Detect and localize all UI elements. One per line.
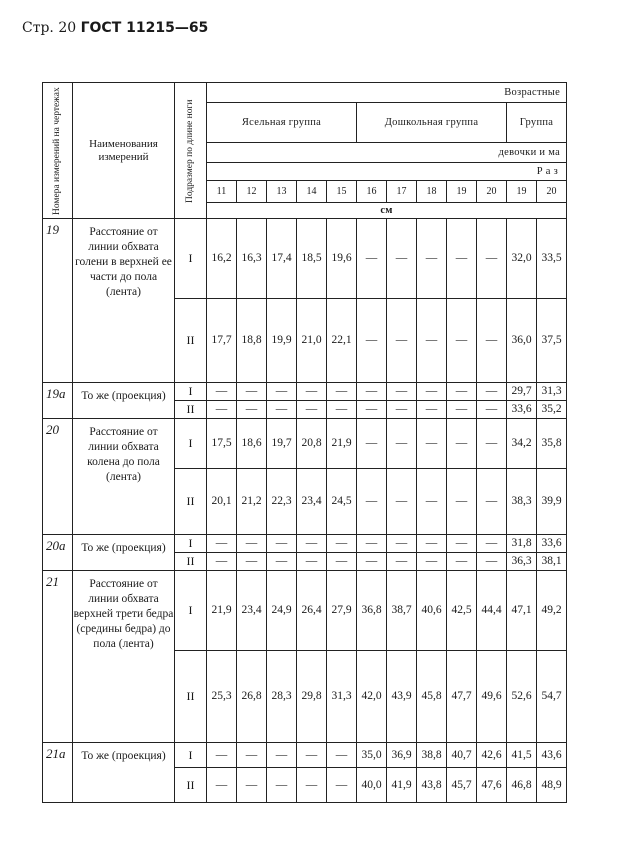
measurement-name: Расстояние от линии обхвата голени в верхней ее части до пола (лента)	[73, 219, 175, 383]
value-cell: 36,8	[357, 571, 387, 651]
value-cell: 54,7	[537, 651, 567, 743]
value-cell: —	[387, 219, 417, 299]
value-cell: 46,8	[507, 768, 537, 803]
subsize-label: I	[175, 419, 207, 469]
value-cell: —	[237, 553, 267, 571]
value-cell: —	[447, 419, 477, 469]
value-cell: —	[327, 535, 357, 553]
value-cell: 38,1	[537, 553, 567, 571]
value-cell: —	[477, 401, 507, 419]
value-cell: —	[417, 219, 447, 299]
value-cell: 20,1	[207, 469, 237, 535]
header-subsize-cell	[175, 83, 207, 219]
value-cell: —	[447, 219, 477, 299]
subsize-label: II	[175, 469, 207, 535]
subsize-label: I	[175, 219, 207, 299]
value-cell: 43,8	[417, 768, 447, 803]
subsize-label: II	[175, 553, 207, 571]
subsize-label: I	[175, 571, 207, 651]
header-name-cell	[73, 83, 175, 219]
size-header-cell: 20	[537, 181, 567, 203]
value-cell: —	[447, 383, 477, 401]
measurement-name: То же (проекция)	[73, 383, 175, 419]
value-cell: 17,4	[267, 219, 297, 299]
value-cell: 32,0	[507, 219, 537, 299]
name-column-header: Наименования измерений	[89, 137, 158, 163]
value-cell: 35,2	[537, 401, 567, 419]
value-cell: —	[297, 383, 327, 401]
value-cell: —	[447, 401, 477, 419]
value-cell: —	[207, 743, 237, 768]
size-header-cell: 18	[417, 181, 447, 203]
unit-header: см	[207, 203, 567, 219]
value-cell: 36,3	[507, 553, 537, 571]
value-cell: —	[267, 401, 297, 419]
value-cell: 49,2	[537, 571, 567, 651]
table-row	[43, 571, 567, 651]
gost-number: ГОСТ 11215—65	[80, 20, 209, 36]
value-cell: —	[237, 743, 267, 768]
value-cell: —	[447, 469, 477, 535]
value-cell: 17,7	[207, 299, 237, 383]
value-cell: —	[417, 469, 447, 535]
value-cell: —	[357, 219, 387, 299]
value-cell: 23,4	[297, 469, 327, 535]
value-cell: —	[477, 535, 507, 553]
value-cell: —	[267, 383, 297, 401]
preschool-group-header: Дошкольная группа	[357, 103, 507, 143]
gender-header: девочки и ма	[207, 143, 567, 163]
value-cell: 33,5	[537, 219, 567, 299]
value-cell: —	[267, 553, 297, 571]
value-cell: —	[207, 535, 237, 553]
value-cell: 33,6	[507, 401, 537, 419]
header-number-cell	[43, 83, 73, 219]
measurement-name: То же (проекция)	[73, 535, 175, 571]
value-cell: 48,9	[537, 768, 567, 803]
value-cell: —	[417, 553, 447, 571]
value-cell: 52,6	[507, 651, 537, 743]
value-cell: —	[267, 743, 297, 768]
value-cell: —	[447, 535, 477, 553]
value-cell: —	[237, 383, 267, 401]
value-cell: —	[417, 535, 447, 553]
size-header-cell: 13	[267, 181, 297, 203]
value-cell: 29,8	[297, 651, 327, 743]
value-cell: —	[477, 383, 507, 401]
value-cell: 42,0	[357, 651, 387, 743]
value-cell: 20,8	[297, 419, 327, 469]
value-cell: 21,9	[327, 419, 357, 469]
value-cell: 21,9	[207, 571, 237, 651]
value-cell: —	[417, 401, 447, 419]
value-cell: 16,3	[237, 219, 267, 299]
value-cell: —	[357, 535, 387, 553]
value-cell: 35,0	[357, 743, 387, 768]
measurement-number: 19	[43, 219, 73, 383]
value-cell: —	[447, 553, 477, 571]
value-cell: —	[327, 401, 357, 419]
size-header-cell: 12	[237, 181, 267, 203]
value-cell: 39,9	[537, 469, 567, 535]
measurement-number: 20а	[43, 535, 73, 571]
value-cell: 18,8	[237, 299, 267, 383]
value-cell: 37,5	[537, 299, 567, 383]
value-cell: 43,6	[537, 743, 567, 768]
table-row	[43, 743, 567, 768]
subsize-label: II	[175, 299, 207, 383]
value-cell: 18,6	[237, 419, 267, 469]
value-cell: —	[297, 401, 327, 419]
value-cell: —	[237, 535, 267, 553]
value-cell: 43,9	[387, 651, 417, 743]
value-cell: —	[237, 768, 267, 803]
measurement-name: То же (проекция)	[73, 743, 175, 803]
size-header-cell: 11	[207, 181, 237, 203]
measurement-number: 19а	[43, 383, 73, 419]
page-header	[22, 20, 208, 36]
value-cell: 42,5	[447, 571, 477, 651]
measurement-number: 20	[43, 419, 73, 535]
value-cell: 16,2	[207, 219, 237, 299]
value-cell: —	[477, 469, 507, 535]
value-cell: 40,6	[417, 571, 447, 651]
value-cell: —	[357, 419, 387, 469]
table-row	[43, 535, 567, 553]
value-cell: 17,5	[207, 419, 237, 469]
school-group-header: Группа	[507, 103, 567, 143]
value-cell: —	[477, 553, 507, 571]
value-cell: 31,3	[537, 383, 567, 401]
value-cell: —	[477, 299, 507, 383]
value-cell: 22,1	[327, 299, 357, 383]
value-cell: —	[207, 401, 237, 419]
value-cell: —	[387, 469, 417, 535]
value-cell: 45,7	[447, 768, 477, 803]
value-cell: 18,5	[297, 219, 327, 299]
value-cell: 26,8	[237, 651, 267, 743]
value-cell: 24,5	[327, 469, 357, 535]
value-cell: 24,9	[267, 571, 297, 651]
size-header-cell: 14	[297, 181, 327, 203]
size-header-cell: 20	[477, 181, 507, 203]
age-groups-header: Возрастные	[207, 83, 567, 103]
value-cell: 40,0	[357, 768, 387, 803]
value-cell: —	[327, 553, 357, 571]
value-cell: 19,7	[267, 419, 297, 469]
value-cell: —	[387, 401, 417, 419]
value-cell: 38,3	[507, 469, 537, 535]
value-cell: —	[387, 419, 417, 469]
value-cell: 19,9	[267, 299, 297, 383]
number-column-header: Номера измерений на чертежах	[52, 86, 62, 215]
value-cell: —	[417, 299, 447, 383]
size-header-cell: 19	[507, 181, 537, 203]
value-cell: 41,9	[387, 768, 417, 803]
value-cell: 36,9	[387, 743, 417, 768]
size-header-cell: 15	[327, 181, 357, 203]
subsize-label: I	[175, 535, 207, 553]
size-header-cell: 16	[357, 181, 387, 203]
measurement-table	[42, 82, 567, 803]
value-cell: 23,4	[237, 571, 267, 651]
value-cell: —	[297, 768, 327, 803]
value-cell: 42,6	[477, 743, 507, 768]
value-cell: —	[237, 401, 267, 419]
value-cell: 47,6	[477, 768, 507, 803]
subsize-label: II	[175, 768, 207, 803]
value-cell: —	[357, 299, 387, 383]
value-cell: 49,6	[477, 651, 507, 743]
value-cell: —	[477, 419, 507, 469]
value-cell: 33,6	[537, 535, 567, 553]
value-cell: —	[357, 469, 387, 535]
value-cell: —	[207, 383, 237, 401]
table-row	[43, 383, 567, 401]
value-cell: —	[477, 219, 507, 299]
value-cell: —	[387, 299, 417, 383]
value-cell: —	[327, 743, 357, 768]
value-cell: 44,4	[477, 571, 507, 651]
value-cell: 25,3	[207, 651, 237, 743]
value-cell: —	[357, 553, 387, 571]
table-row	[43, 219, 567, 299]
size-header-cell: 19	[447, 181, 477, 203]
value-cell: —	[297, 535, 327, 553]
subsize-label: II	[175, 651, 207, 743]
value-cell: 27,9	[327, 571, 357, 651]
value-cell: 35,8	[537, 419, 567, 469]
value-cell: 28,3	[267, 651, 297, 743]
value-cell: 45,8	[417, 651, 447, 743]
value-cell: 31,8	[507, 535, 537, 553]
size-header: Р а з	[207, 163, 567, 181]
value-cell: —	[447, 299, 477, 383]
value-cell: —	[297, 553, 327, 571]
value-cell: 40,7	[447, 743, 477, 768]
value-cell: —	[357, 383, 387, 401]
value-cell: —	[417, 383, 447, 401]
value-cell: 31,3	[327, 651, 357, 743]
value-cell: —	[297, 743, 327, 768]
value-cell: 47,1	[507, 571, 537, 651]
value-cell: 38,8	[417, 743, 447, 768]
value-cell: —	[207, 553, 237, 571]
size-header-cell: 17	[387, 181, 417, 203]
value-cell: —	[327, 768, 357, 803]
value-cell: —	[267, 535, 297, 553]
value-cell: —	[387, 553, 417, 571]
subsize-label: I	[175, 383, 207, 401]
measurement-number: 21а	[43, 743, 73, 803]
subsize-label: I	[175, 743, 207, 768]
value-cell: —	[387, 535, 417, 553]
table-row	[43, 419, 567, 469]
value-cell: —	[387, 383, 417, 401]
value-cell: 19,6	[327, 219, 357, 299]
value-cell: 21,2	[237, 469, 267, 535]
subsize-column-header: Подразмер по длине ноги	[185, 98, 195, 203]
measurement-name: Расстояние от линии обхвата верхней трети бедра (средины бедра) до пола (лента)	[73, 571, 175, 743]
nursery-group-header: Ясельная группа	[207, 103, 357, 143]
page-number: Стр. 20	[22, 20, 77, 36]
value-cell: 41,5	[507, 743, 537, 768]
measurement-name: Расстояние от линии обхвата колена до пола (лента)	[73, 419, 175, 535]
value-cell: —	[267, 768, 297, 803]
value-cell: —	[327, 383, 357, 401]
value-cell: —	[357, 401, 387, 419]
value-cell: 29,7	[507, 383, 537, 401]
value-cell: 26,4	[297, 571, 327, 651]
value-cell: —	[417, 419, 447, 469]
value-cell: 36,0	[507, 299, 537, 383]
value-cell: 21,0	[297, 299, 327, 383]
value-cell: —	[207, 768, 237, 803]
value-cell: 47,7	[447, 651, 477, 743]
subsize-label: II	[175, 401, 207, 419]
value-cell: 38,7	[387, 571, 417, 651]
value-cell: 22,3	[267, 469, 297, 535]
value-cell: 34,2	[507, 419, 537, 469]
measurement-number: 21	[43, 571, 73, 743]
